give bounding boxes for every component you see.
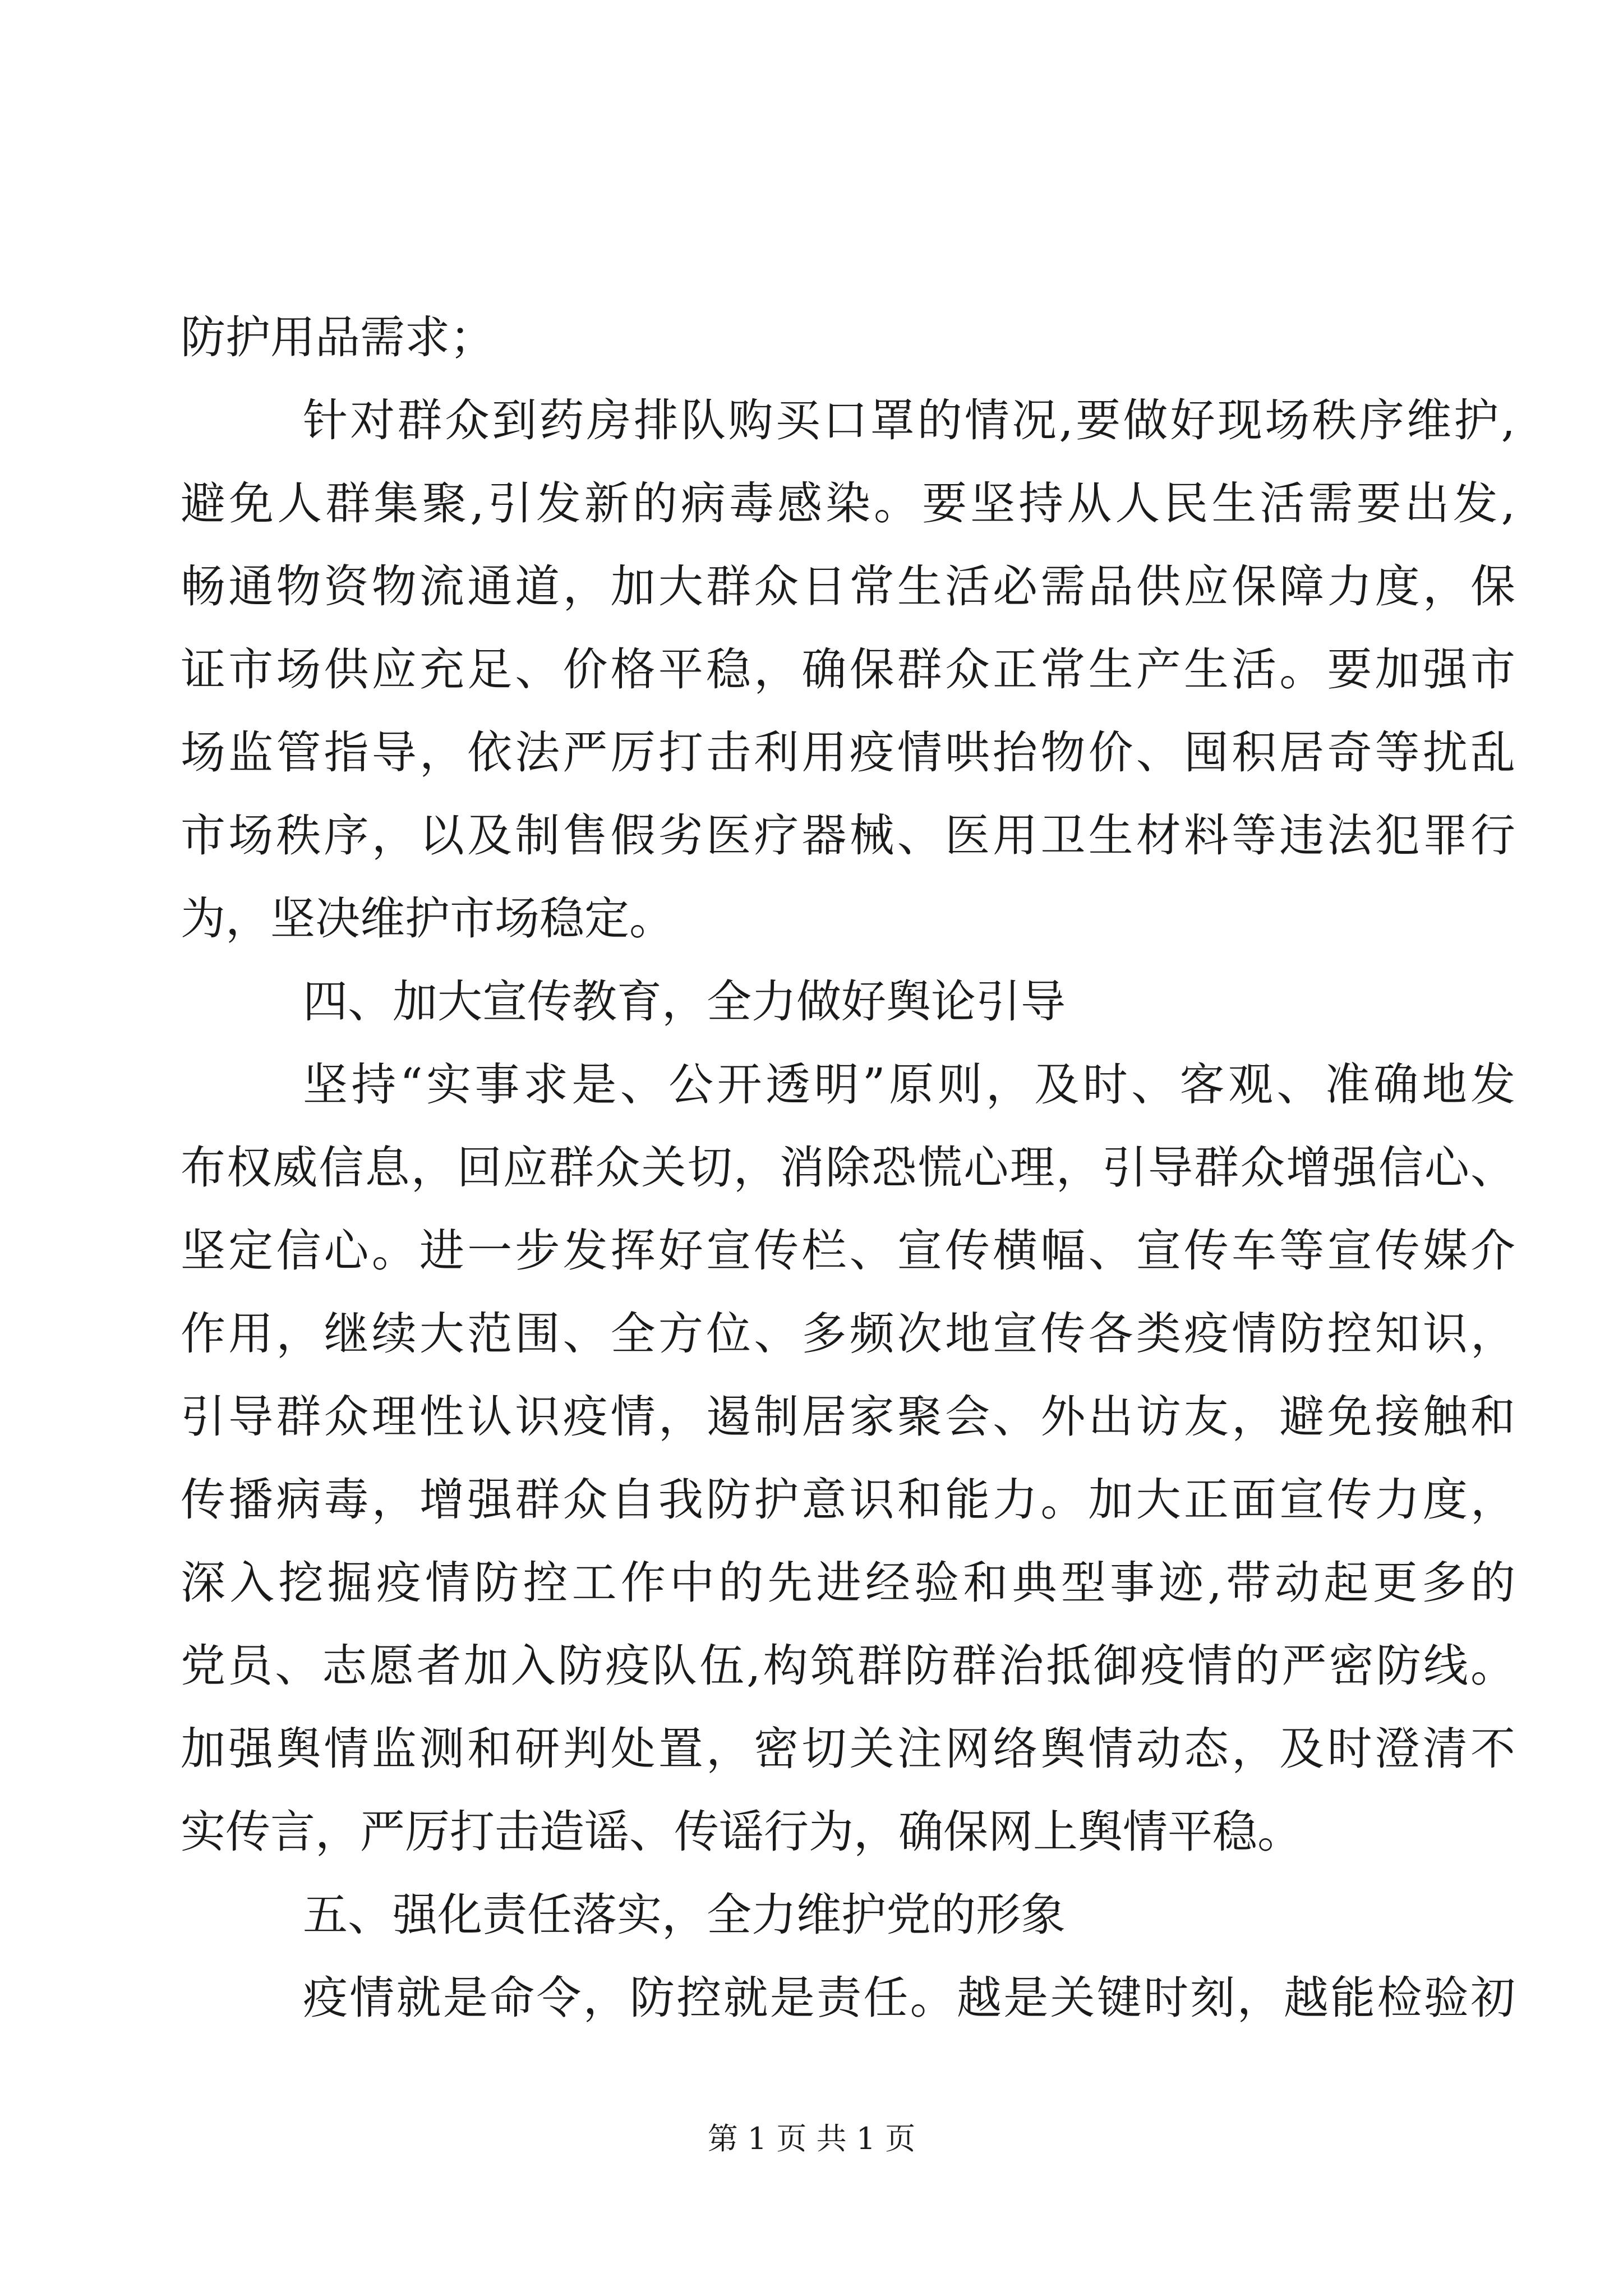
text-line: 实传言，严厉打击造谣、传谣行为，确保网上舆情平稳。 xyxy=(181,1806,1302,1858)
page-footer: 第 1 页 共 1 页 xyxy=(707,2121,916,2156)
text-line: 作用，继续大范围、全方位、多频次地宣传各类疫情防控知识， xyxy=(181,1308,1515,1360)
text-line: 五、强化责任落实，全力维护党的形象 xyxy=(303,1889,1066,1941)
text-line: 避免人群集聚,引发新的病毒感染。要坚持从人民生活需要出发, xyxy=(181,477,1515,530)
text-line: 四、加大宣传教育，全力做好舆论引导 xyxy=(303,976,1066,1028)
text-line: 证市场供应充足、价格平稳，确保群众正常生产生活。要加强市 xyxy=(181,643,1515,696)
text-line: 畅通物资物流通道，加大群众日常生活必需品供应保障力度，保 xyxy=(181,560,1515,613)
text-line: 党员、志愿者加入防疫队伍,构筑群防群治抵御疫情的严密防线。 xyxy=(181,1640,1515,1692)
text-line: 为，坚决维护市场稳定。 xyxy=(181,892,674,945)
text-line: 针对群众到药房排队购买口罩的情况,要做好现场秩序维护, xyxy=(303,394,1515,447)
text-line: 深入挖掘疫情防控工作中的先进经验和典型事迹,带动起更多的 xyxy=(181,1557,1515,1609)
text-line: 坚持“实事求是、公开透明”原则，及时、客观、准确地发 xyxy=(303,1059,1515,1111)
text-line: 防护用品需求； xyxy=(181,311,495,364)
text-line: 引导群众理性认识疫情，遏制居家聚会、外出访友，避免接触和 xyxy=(181,1391,1515,1443)
text-line: 疫情就是命令，防控就是责任。越是关键时刻，越能检验初 xyxy=(303,1972,1515,2024)
text-line: 布权威信息，回应群众关切，消除恐慌心理，引导群众增强信心、 xyxy=(181,1142,1515,1194)
text-line: 坚定信心。进一步发挥好宣传栏、宣传横幅、宣传车等宣传媒介 xyxy=(181,1225,1515,1277)
text-line: 场监管指导，依法严厉打击利用疫情哄抬物价、囤积居奇等扰乱 xyxy=(181,726,1515,779)
text-line: 加强舆情监测和研判处置，密切关注网络舆情动态，及时澄清不 xyxy=(181,1723,1515,1775)
text-line: 市场秩序，以及制售假劣医疗器械、医用卫生材料等违法犯罪行 xyxy=(181,809,1515,862)
text-line: 传播病毒，增强群众自我防护意识和能力。加大正面宣传力度， xyxy=(181,1474,1515,1526)
document-body xyxy=(181,296,1515,2040)
